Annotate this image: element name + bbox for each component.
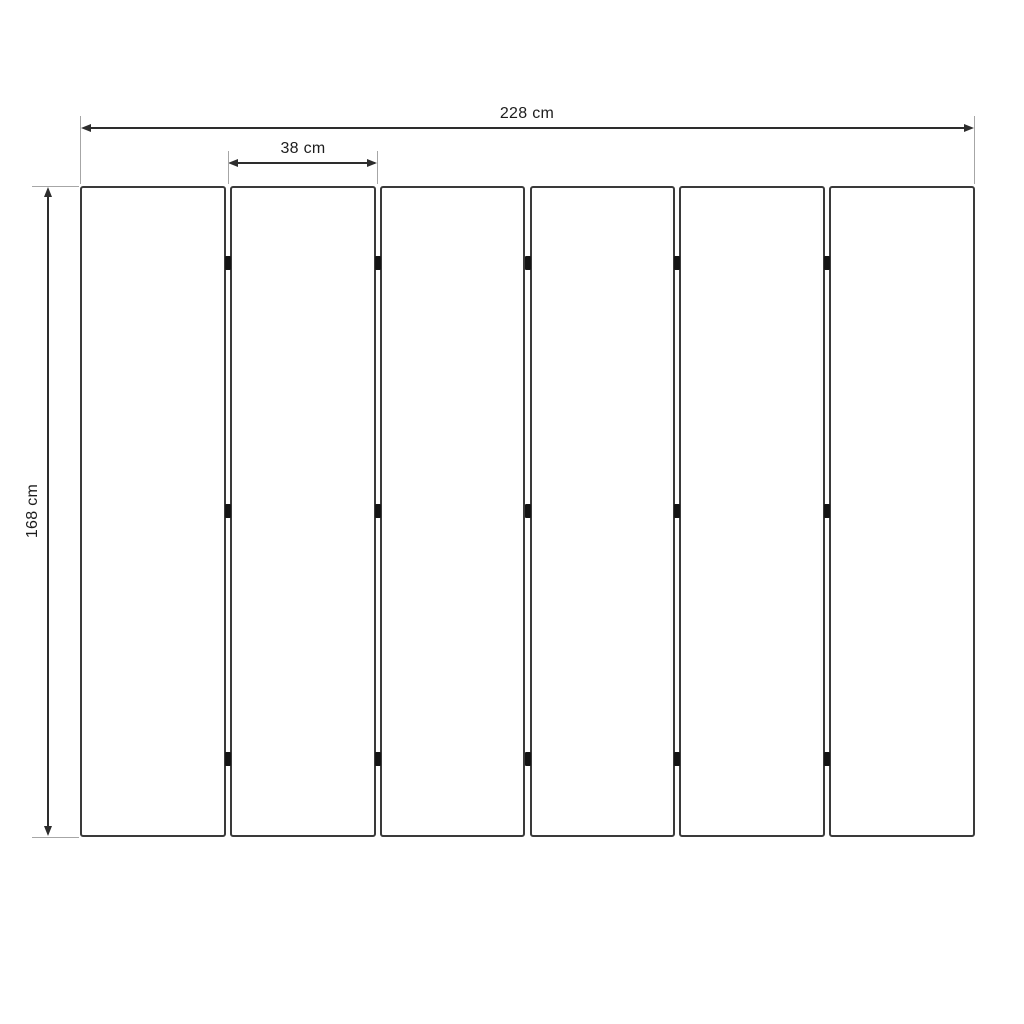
- hinge-mark: [674, 256, 680, 270]
- panel: [80, 186, 226, 837]
- panel-width-dimension-line: [231, 162, 375, 164]
- hinge-mark: [824, 752, 830, 766]
- arrowhead-up-icon: [44, 187, 52, 197]
- extension-line-left: [228, 151, 229, 184]
- arrowhead-right-icon: [367, 159, 377, 167]
- hinge-mark: [375, 504, 381, 518]
- extension-line-left: [80, 116, 81, 184]
- hinge-mark: [674, 752, 680, 766]
- panel-width-label: 38 cm: [280, 140, 326, 157]
- hinge-mark: [225, 752, 231, 766]
- panel: [380, 186, 526, 837]
- hinge-mark: [824, 504, 830, 518]
- total-height-label: 168 cm: [24, 483, 41, 539]
- hinge-mark: [375, 752, 381, 766]
- panel: [829, 186, 975, 837]
- total-height-dimension-line: [47, 190, 49, 833]
- arrowhead-right-icon: [964, 124, 974, 132]
- hinge-mark: [375, 256, 381, 270]
- extension-line-top: [32, 186, 79, 187]
- total-width-dimension-line: [84, 127, 970, 129]
- arrowhead-left-icon: [228, 159, 238, 167]
- panel: [230, 186, 376, 837]
- arrowhead-left-icon: [81, 124, 91, 132]
- hinge-mark: [525, 504, 531, 518]
- arrowhead-down-icon: [44, 826, 52, 836]
- extension-line-right: [377, 151, 378, 184]
- hinge-mark: [225, 256, 231, 270]
- hinge-mark: [525, 752, 531, 766]
- panel: [679, 186, 825, 837]
- hinge-mark: [525, 256, 531, 270]
- total-width-label: 228 cm: [499, 105, 555, 122]
- extension-line-bottom: [32, 837, 79, 838]
- hinge-mark: [225, 504, 231, 518]
- extension-line-right: [974, 116, 975, 184]
- hinge-mark: [824, 256, 830, 270]
- panel: [530, 186, 676, 837]
- hinge-mark: [674, 504, 680, 518]
